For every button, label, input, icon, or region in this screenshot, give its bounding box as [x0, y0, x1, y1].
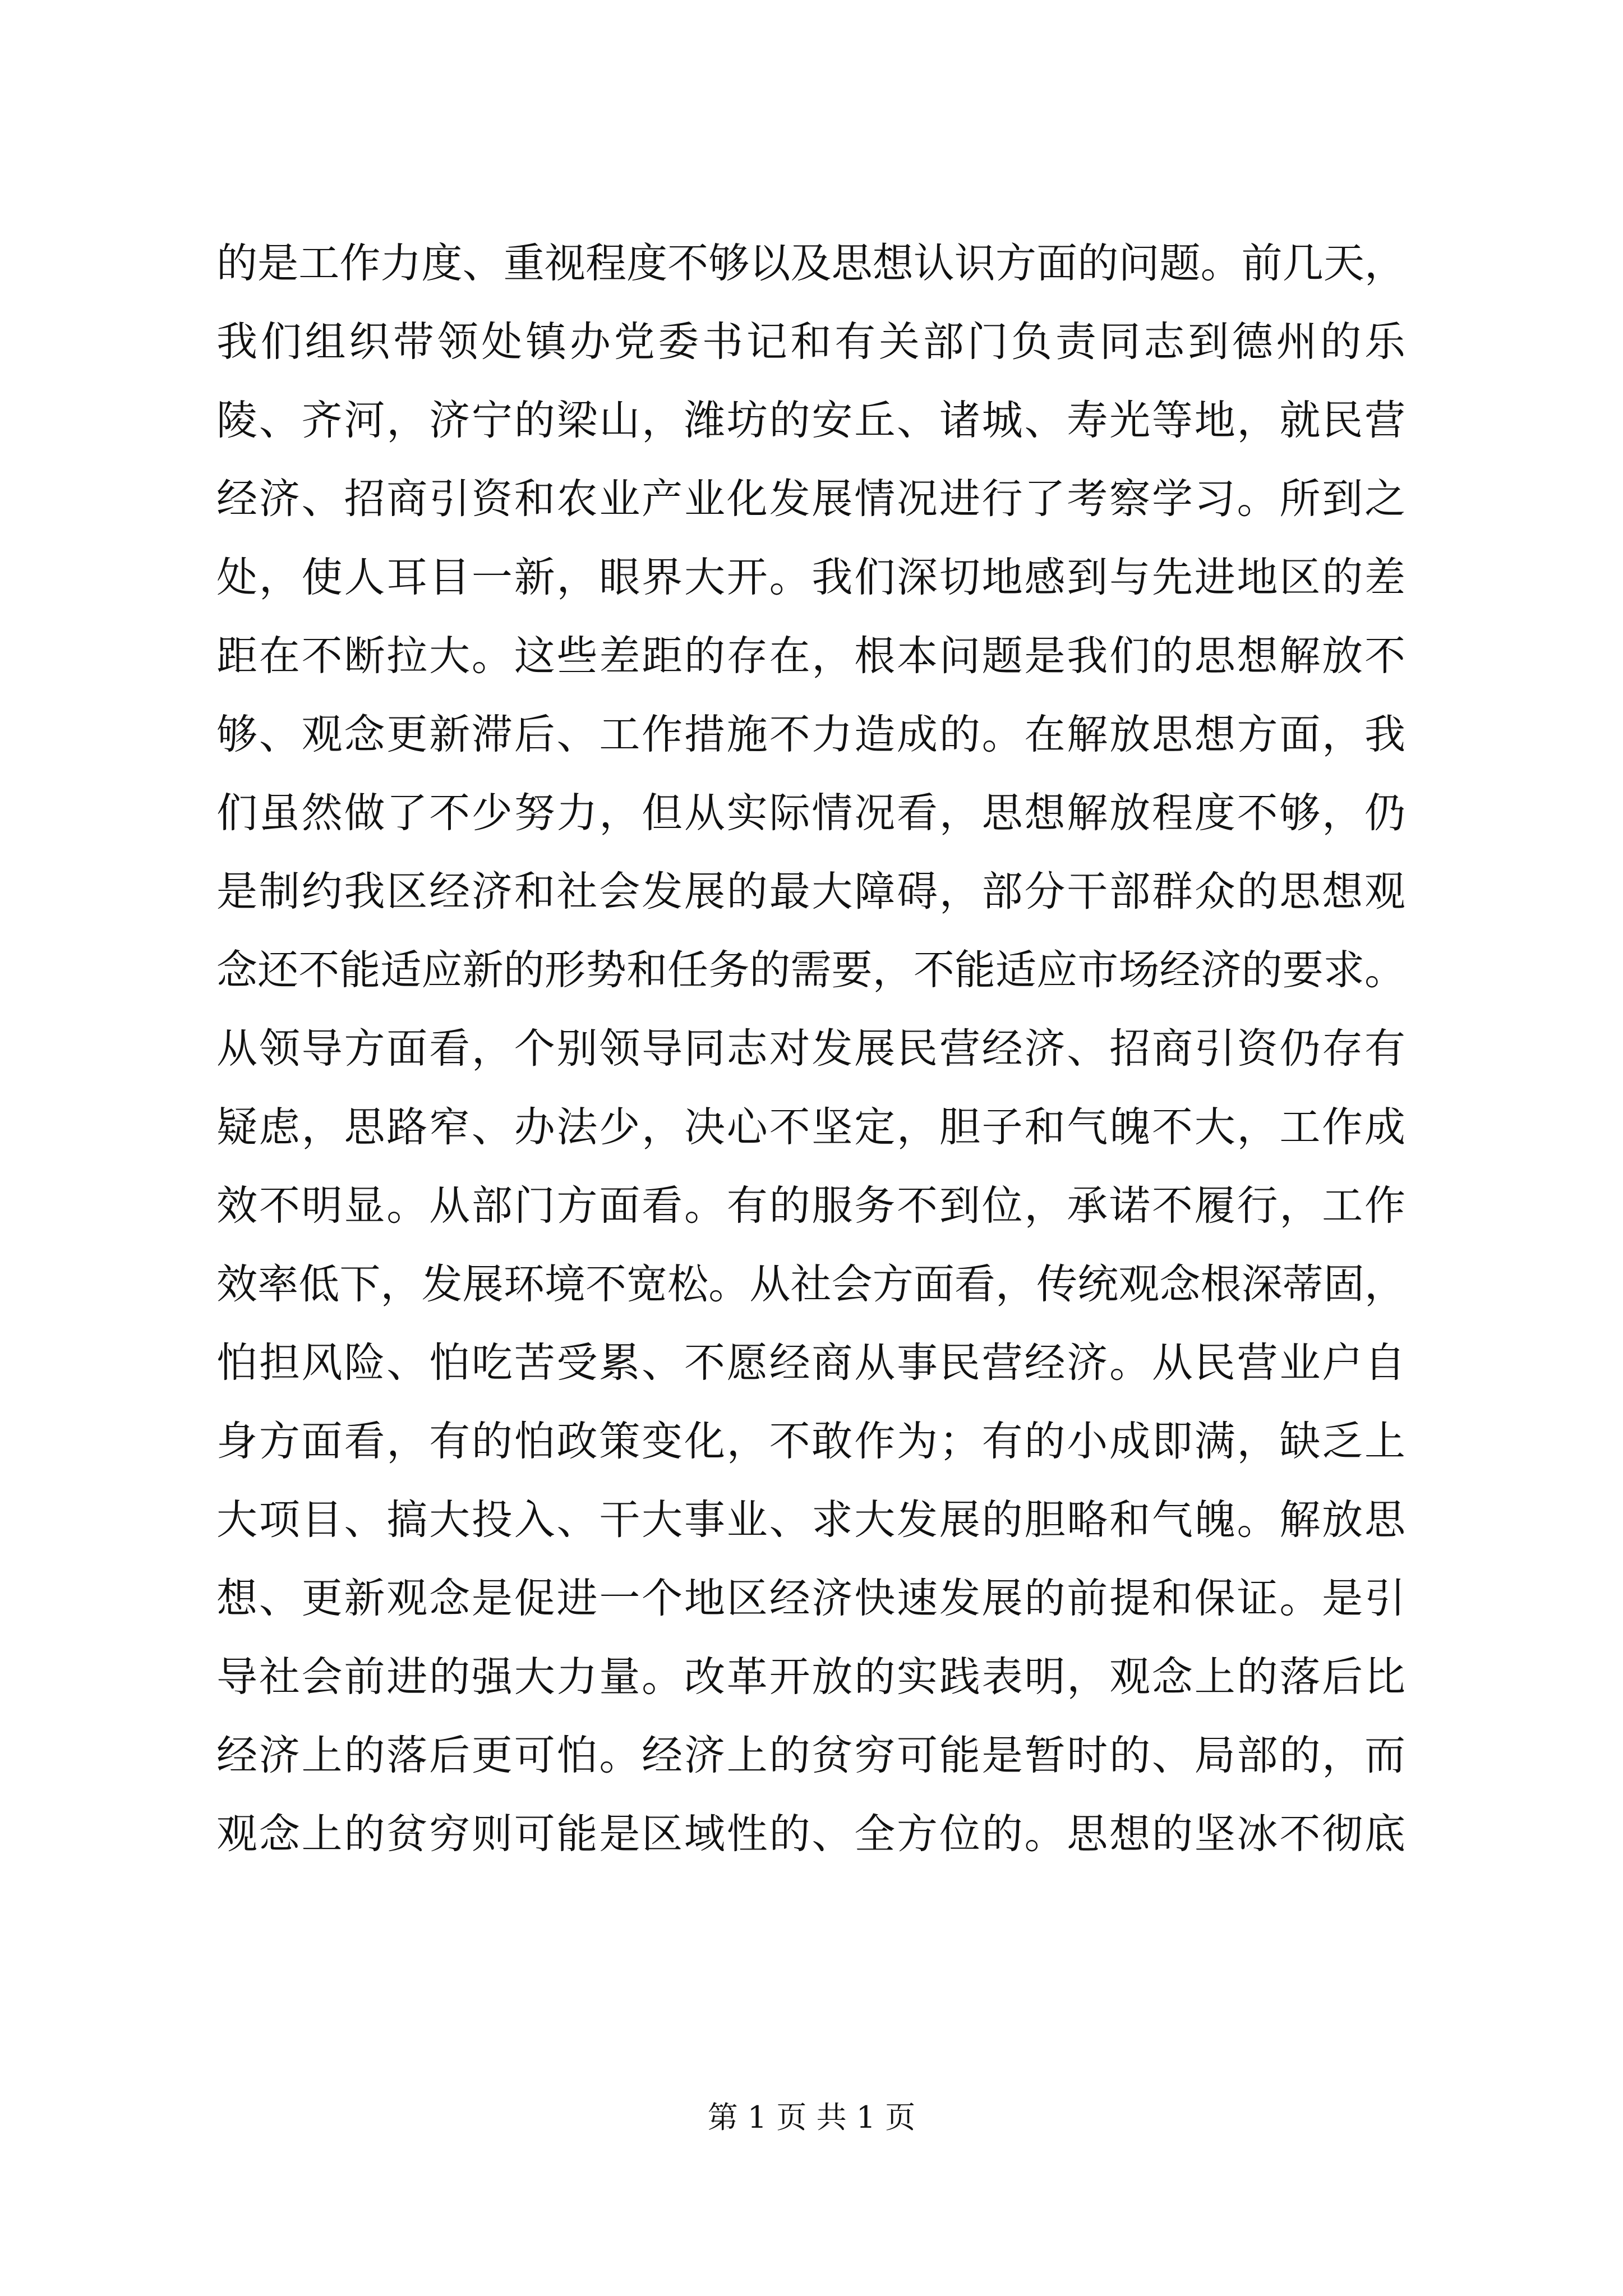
text-line: 效率低下，发展环境不宽松。从社会方面看，传统观念根深蒂固，	[216, 1260, 1405, 1308]
text-line: 观念上的贫穷则可能是区域性的、全方位的。思想的坚冰不彻底	[216, 1810, 1405, 1858]
text-line: 导社会前进的强大力量。改革开放的实践表明，观念上的落后比	[216, 1653, 1405, 1701]
text-line: 经济上的落后更可怕。经济上的贫穷可能是暂时的、局部的，而	[216, 1732, 1405, 1779]
text-line: 大项目、搞大投入、干大事业、求大发展的胆略和气魄。解放思	[216, 1496, 1405, 1544]
text-line: 的是工作力度、重视程度不够以及思想认识方面的问题。前几天，	[216, 240, 1405, 287]
text-line: 身方面看，有的怕政策变化，不敢作为；有的小成即满，缺乏上	[216, 1418, 1405, 1465]
text-line: 是制约我区经济和社会发展的最大障碍，部分干部群众的思想观	[216, 868, 1405, 915]
text-line: 怕担风险、怕吃苦受累、不愿经商从事民营经济。从民营业户自	[216, 1339, 1405, 1387]
text-line: 够、观念更新滞后、工作措施不力造成的。在解放思想方面，我	[216, 711, 1405, 758]
text-line: 想、更新观念是促进一个地区经济快速发展的前提和保证。是引	[216, 1575, 1405, 1622]
page-number-label: 第 1 页 共 1 页	[707, 2100, 916, 2135]
text-line: 念还不能适应新的形势和任务的需要，不能适应市场经济的要求。	[216, 946, 1405, 994]
body-text	[216, 224, 1405, 1874]
text-line: 距在不断拉大。这些差距的存在，根本问题是我们的思想解放不	[216, 632, 1405, 680]
text-line: 处，使人耳目一新，眼界大开。我们深切地感到与先进地区的差	[216, 554, 1405, 601]
text-line: 们虽然做了不少努力，但从实际情况看，思想解放程度不够，仍	[216, 789, 1405, 837]
text-line: 我们组织带领处镇办党委书记和有关部门负责同志到德州的乐	[216, 318, 1405, 366]
text-line: 经济、招商引资和农业产业化发展情况进行了考察学习。所到之	[216, 475, 1405, 523]
text-line: 效不明显。从部门方面看。有的服务不到位，承诺不履行，工作	[216, 1182, 1405, 1230]
text-line: 疑虑，思路窄、办法少，决心不坚定，胆子和气魄不大，工作成	[216, 1103, 1405, 1151]
page-footer	[0, 2095, 1623, 2140]
text-line: 陵、齐河，济宁的梁山，潍坊的安丘、诸城、寿光等地，就民营	[216, 397, 1405, 444]
text-line: 从领导方面看，个别领导同志对发展民营经济、招商引资仍存有	[216, 1025, 1405, 1073]
